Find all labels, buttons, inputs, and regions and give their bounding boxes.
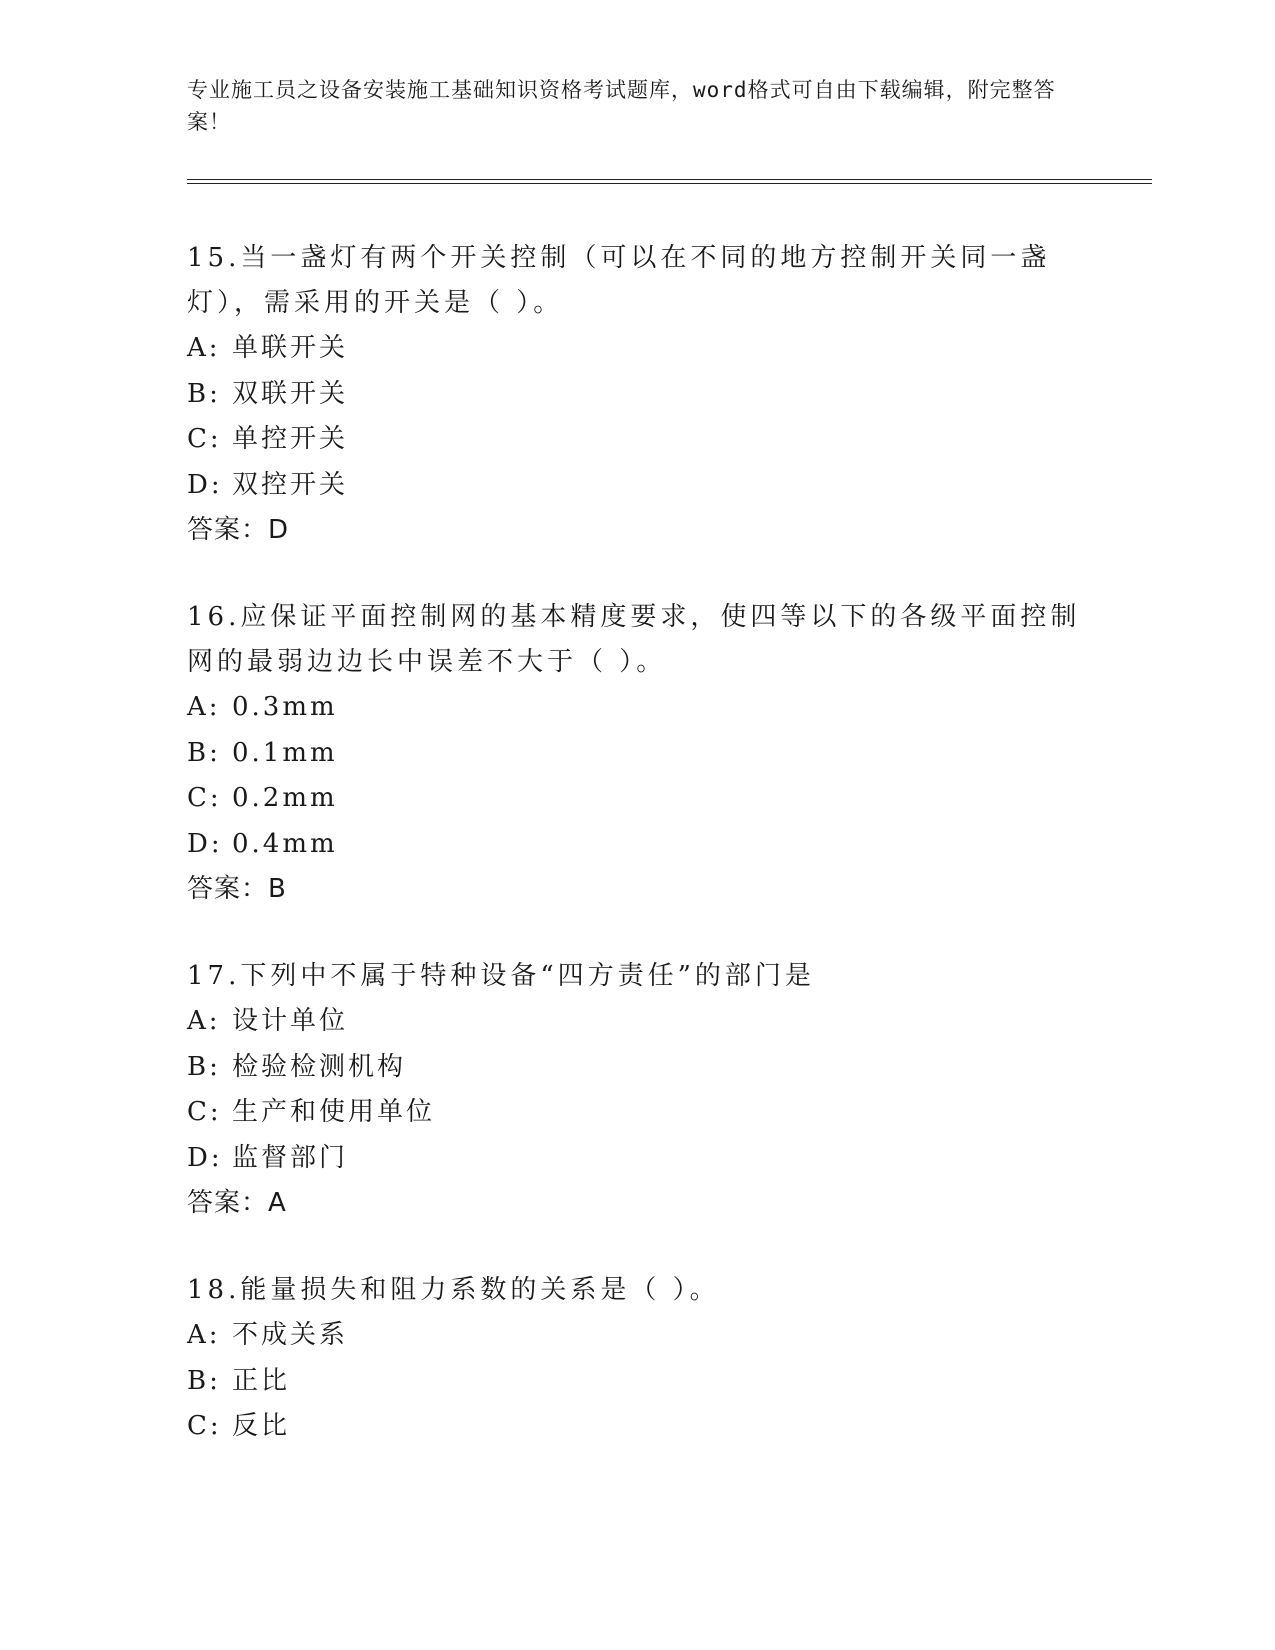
option-text: 单控开关 [232, 424, 349, 454]
option-b [187, 1359, 1087, 1405]
question-text: 18.能量损失和阻力系数的关系是（ ）。 [187, 1275, 720, 1305]
option-letter: C: [187, 783, 222, 813]
question-list [187, 236, 1087, 1492]
option-text: 0.2mm [232, 783, 338, 813]
question-text: 16.应保证平面控制网的基本精度要求，使四等以下的各级平面控制网的最弱边边长中误差不大于（ ）。 [187, 602, 1081, 677]
option-a [187, 1313, 1087, 1359]
option-b [187, 1045, 1087, 1091]
option-text: 单联开关 [232, 333, 349, 363]
option-text: 反比 [232, 1411, 291, 1441]
option-letter: C: [187, 1097, 222, 1127]
option-letter: B: [187, 737, 221, 768]
question-17 [187, 954, 1087, 1226]
option-b [187, 372, 1087, 418]
answer-text: 答案：A [187, 1188, 287, 1218]
option-a [187, 999, 1087, 1045]
option-letter: A: [187, 1320, 221, 1350]
question-text: 15.当一盏灯有两个开关控制（可以在不同的地方控制开关同一盏灯），需采用的开关是（ ）。 [187, 243, 1051, 318]
option-letter: C: [187, 1411, 222, 1441]
option-d [187, 463, 1087, 509]
option-a [187, 685, 1087, 731]
answer-text: 答案：B [187, 874, 287, 904]
option-letter: C: [187, 424, 222, 454]
option-letter: D: [187, 828, 223, 859]
option-letter: A: [187, 1006, 221, 1036]
option-letter: B: [187, 378, 221, 409]
option-letter: B: [187, 1051, 221, 1082]
option-letter: A: [187, 692, 221, 722]
option-text: 0.3mm [232, 692, 338, 722]
option-text: 监督部门 [232, 1142, 349, 1173]
answer-text: 答案：D [187, 515, 290, 545]
option-text: 双控开关 [232, 469, 349, 500]
option-b [187, 731, 1087, 777]
option-c [187, 1090, 1087, 1136]
question-18 [187, 1268, 1087, 1450]
option-c [187, 1404, 1087, 1450]
document-header: 专业施工员之设备安装施工基础知识资格考试题库，word格式可自由下载编辑，附完整答案！ [187, 78, 1056, 134]
option-d [187, 822, 1087, 868]
option-text: 设计单位 [232, 1006, 349, 1036]
option-text: 0.4mm [232, 828, 338, 859]
option-a [187, 326, 1087, 372]
option-c [187, 776, 1087, 822]
option-text: 检验检测机构 [232, 1051, 407, 1082]
option-letter: A: [187, 333, 221, 363]
option-letter: B: [187, 1365, 221, 1396]
option-c [187, 417, 1087, 463]
option-text: 0.1mm [232, 737, 338, 768]
option-d [187, 1136, 1087, 1182]
option-text: 正比 [232, 1365, 291, 1396]
question-15 [187, 236, 1087, 553]
option-text: 不成关系 [232, 1320, 349, 1350]
option-text: 生产和使用单位 [232, 1097, 436, 1127]
option-letter: D: [187, 469, 223, 500]
header-divider-top [187, 179, 1152, 180]
option-text: 双联开关 [232, 378, 349, 409]
option-letter: D: [187, 1142, 223, 1173]
question-16 [187, 595, 1087, 912]
header-divider-bottom [187, 183, 1152, 184]
question-text: 17.下列中不属于特种设备“四方责任”的部门是 [187, 961, 815, 991]
